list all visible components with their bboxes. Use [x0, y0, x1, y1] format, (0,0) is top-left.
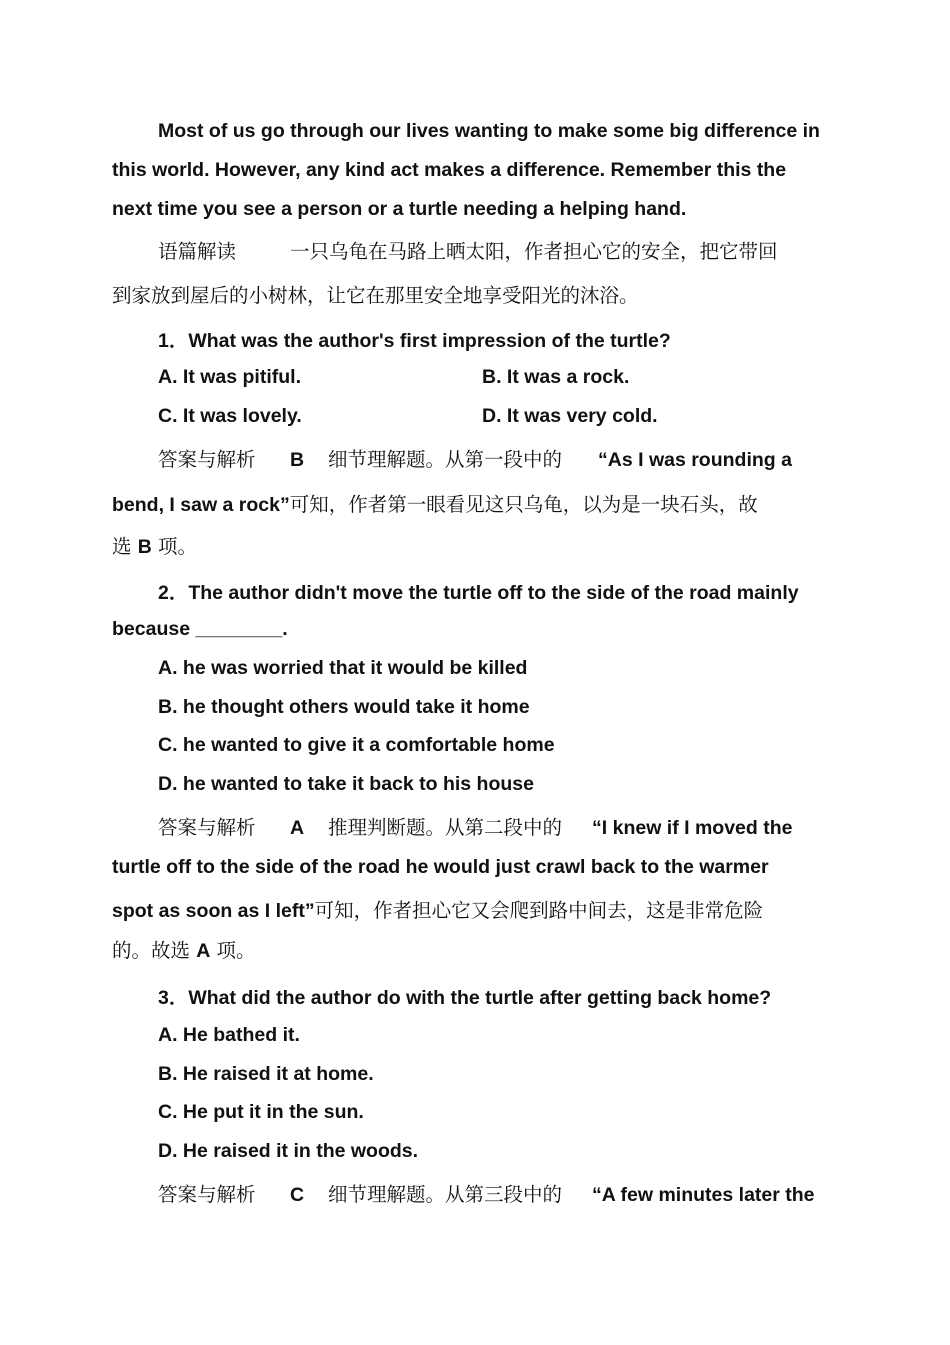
q1-options-row-2 — [158, 405, 858, 428]
summary-label: 语篇解读 — [158, 240, 237, 263]
q2-exp-text-1a: 推理判断题。从第二段中的 — [328, 816, 563, 839]
q1-exp-text-3a: 选 — [112, 535, 132, 558]
passage-line-2: this world. However, any kind act makes a difference. Remember this the — [112, 159, 787, 181]
q1-exp-quote-2: bend, I saw a rock” — [112, 494, 290, 516]
q1-exp-quote-1: “As I was rounding a — [598, 449, 792, 471]
q1-explanation-line-1 — [158, 444, 792, 472]
q2-answer-key: A — [290, 817, 305, 839]
q2-exp-key-ref: A — [196, 940, 211, 962]
q2-stem-line-2: because ________. — [112, 618, 288, 640]
q2-explanation-line-3 — [112, 895, 763, 923]
q1-exp-text-2: 可知，作者第一眼看见这只乌龟，以为是一块石头，故 — [289, 493, 758, 516]
q1-explanation-line-3 — [112, 531, 197, 559]
q2-exp-text-4a: 的。故选 — [112, 939, 191, 962]
q2-exp-quote-1: “I knew if I moved the — [592, 817, 793, 839]
q3-stem: 3．What did the author do with the turtle after getting back home? — [158, 987, 772, 1009]
summary-line-1 — [158, 236, 778, 264]
q3-answer-key: C — [290, 1184, 305, 1206]
q3-exp-quote-1: “A few minutes later the — [592, 1184, 815, 1206]
q1-exp-key-ref: B — [137, 536, 152, 558]
q3-option-a: A. He bathed it. — [158, 1024, 300, 1046]
q1-option-d: D. It was very cold. — [482, 405, 658, 427]
q2-stem-line-1: 2．The author didn't move the turtle off to the side of the road mainly — [158, 582, 799, 604]
summary-text-1: 一只乌龟在马路上晒太阳，作者担心它的安全，把它带回 — [290, 240, 778, 263]
q2-option-c: C. he wanted to give it a comfortable home — [158, 734, 555, 756]
passage-line-3: next time you see a person or a turtle needing a helping hand. — [112, 198, 687, 220]
q2-explanation-line-1 — [158, 812, 792, 840]
q2-exp-quote-3: spot as soon as I left” — [112, 900, 315, 922]
q3-option-b: B. He raised it at home. — [158, 1063, 374, 1085]
q1-stem: 1．What was the author's first impression of the turtle? — [158, 330, 671, 352]
q1-answer-key: B — [290, 449, 305, 471]
q1-option-a: A. It was pitiful. — [158, 366, 302, 388]
q2-answer-label: 答案与解析 — [158, 816, 256, 839]
q1-option-c: C. It was lovely. — [158, 405, 302, 427]
q3-answer-label: 答案与解析 — [158, 1183, 256, 1206]
passage-line-1: Most of us go through our lives wanting to make some big difference in — [158, 120, 820, 142]
q2-exp-text-4c: 项。 — [216, 939, 256, 962]
q1-options-row-1 — [158, 366, 858, 389]
q1-answer-label: 答案与解析 — [158, 448, 256, 471]
q2-explanation-line-2: turtle off to the side of the road he would just crawl back to the warmer — [112, 856, 769, 878]
q2-exp-text-3: 可知，作者担心它又会爬到路中间去，这是非常危险 — [314, 899, 764, 922]
q3-exp-text-1a: 细节理解题。从第三段中的 — [328, 1183, 563, 1206]
q2-option-b: B. he thought others would take it home — [158, 696, 530, 718]
q3-explanation-line-1 — [158, 1179, 815, 1207]
q3-option-d: D. He raised it in the woods. — [158, 1140, 419, 1162]
q1-exp-text-1a: 细节理解题。从第一段中的 — [328, 448, 563, 471]
q2-option-d: D. he wanted to take it back to his house — [158, 773, 534, 795]
q1-explanation-line-2 — [112, 489, 758, 517]
q2-option-a: A. he was worried that it would be killed — [158, 657, 528, 679]
q1-option-b: B. It was a rock. — [482, 366, 630, 388]
q1-exp-text-3c: 项。 — [158, 535, 198, 558]
q2-explanation-line-4 — [112, 935, 256, 963]
summary-line-2: 到家放到屋后的小树林，让它在那里安全地享受阳光的沐浴。 — [112, 284, 639, 307]
q3-option-c: C. He put it in the sun. — [158, 1101, 364, 1123]
